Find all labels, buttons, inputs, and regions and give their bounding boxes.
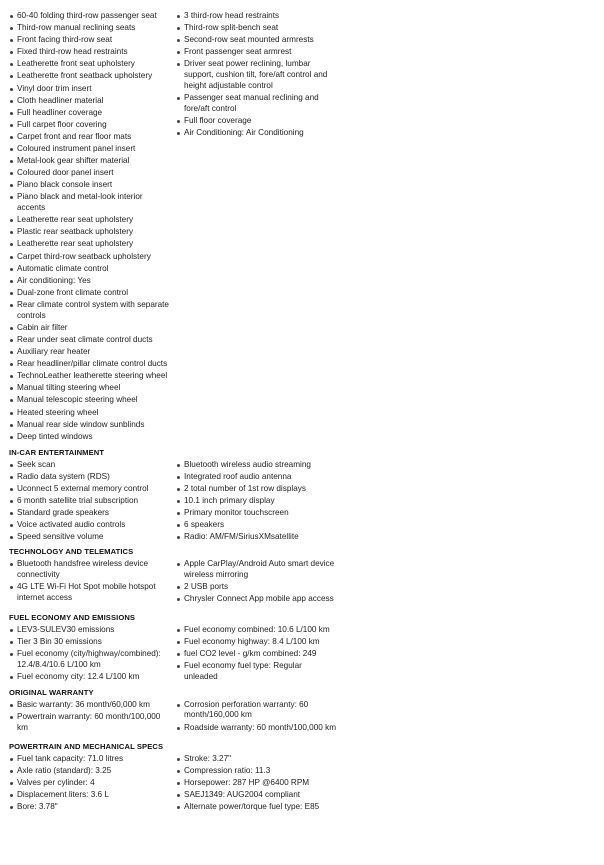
list-item: Primary monitor touchscreen bbox=[176, 508, 336, 519]
list-item: Bluetooth handsfree wireless device connectivity bbox=[9, 559, 172, 581]
list-item: Carpet third-row seatback upholstery bbox=[9, 252, 172, 263]
list-item: Carpet front and rear floor mats bbox=[9, 132, 172, 143]
list-item: Air Conditioning: Air Conditioning bbox=[176, 128, 336, 139]
list-item: Radio: AM/FM/SiriusXMsatellite bbox=[176, 532, 336, 543]
powertrain-right-list bbox=[176, 754, 336, 814]
list-item: Metal-look gear shifter material bbox=[9, 156, 172, 167]
list-item: Voice activated audio controls bbox=[9, 520, 172, 531]
list-item: Leatherette rear seat upholstery bbox=[9, 215, 172, 226]
list-item: LEV3-SULEV30 emissions bbox=[9, 625, 172, 636]
list-item: Basic warranty: 36 month/60,000 km bbox=[9, 700, 172, 711]
list-item: Manual telescopic steering wheel bbox=[9, 395, 172, 406]
section-heading-entertainment: IN-CAR ENTERTAINMENT bbox=[9, 447, 105, 457]
list-item: Coloured door panel insert bbox=[9, 168, 172, 179]
list-item: Valves per cylinder: 4 bbox=[9, 778, 172, 789]
list-item: Manual tilting steering wheel bbox=[9, 383, 172, 394]
section-heading-fuel: FUEL ECONOMY AND EMISSIONS bbox=[9, 612, 136, 622]
list-item: fuel CO2 level - g/km combined: 249 bbox=[176, 649, 336, 660]
list-item: Passenger seat manual reclining and fore/aft control bbox=[176, 93, 336, 115]
list-item: Rear under seat climate control ducts bbox=[9, 335, 172, 346]
list-item: Dual-zone front climate control bbox=[9, 288, 172, 299]
list-item: Horsepower: 287 HP @6400 RPM bbox=[176, 778, 336, 789]
list-item: Compression ratio: 11.3 bbox=[176, 766, 336, 777]
list-item: Rear headliner/pillar climate control ducts bbox=[9, 359, 172, 370]
list-item: Leatherette front seatback upholstery bbox=[9, 71, 172, 82]
list-item: Third-row manual reclining seats bbox=[9, 23, 172, 34]
list-item: Leatherette rear seat upholstery bbox=[9, 239, 172, 250]
list-item: 6 month satellite trial subscription bbox=[9, 496, 172, 507]
telematics-left-list bbox=[9, 559, 172, 606]
list-item: 6 speakers bbox=[176, 520, 336, 531]
list-item: Standard grade speakers bbox=[9, 508, 172, 519]
list-item: Piano black and metal-look interior accents bbox=[9, 192, 172, 214]
list-item: 10.1 inch primary display bbox=[176, 496, 336, 507]
list-item: Speed sensitive volume bbox=[9, 532, 172, 543]
list-item: Seek scan bbox=[9, 460, 172, 471]
interior-right-list bbox=[176, 11, 336, 444]
list-item: Stroke: 3.27" bbox=[176, 754, 336, 765]
list-item: Air conditioning: Yes bbox=[9, 276, 172, 287]
entertainment-section bbox=[9, 460, 339, 545]
list-item: Chrysler Connect App mobile app access bbox=[176, 594, 336, 605]
list-item: Third-row split-bench seat bbox=[176, 23, 336, 34]
list-item: Fuel economy combined: 10.6 L/100 km bbox=[176, 625, 336, 636]
list-item: Full floor coverage bbox=[176, 116, 336, 127]
list-item: Fuel economy city: 12.4 L/100 km bbox=[9, 672, 172, 683]
list-item: Bluetooth wireless audio streaming bbox=[176, 460, 336, 471]
list-item: Automatic climate control bbox=[9, 264, 172, 275]
list-item: Bore: 3.78" bbox=[9, 802, 172, 813]
list-item: Second-row seat mounted armrests bbox=[176, 35, 336, 46]
list-item: Driver seat power reclining, lumbar support, cushion tilt, fore/aft control and height adjustable control bbox=[176, 59, 336, 91]
list-item: Vinyl door trim insert bbox=[9, 84, 172, 95]
list-item: Plastic rear seatback upholstery bbox=[9, 227, 172, 238]
powertrain-left-list bbox=[9, 754, 172, 814]
fuel-section bbox=[9, 625, 339, 684]
list-item: Auxiliary rear heater bbox=[9, 347, 172, 358]
section-heading-powertrain: POWERTRAIN AND MECHANICAL SPECS bbox=[9, 741, 164, 751]
list-item: 2 total number of 1st row displays bbox=[176, 484, 336, 495]
list-item: Tier 3 Bin 30 emissions bbox=[9, 637, 172, 648]
list-item: Heated steering wheel bbox=[9, 408, 172, 419]
list-item: Cloth headliner material bbox=[9, 96, 172, 107]
list-item: Piano black console insert bbox=[9, 180, 172, 191]
warranty-left-list bbox=[9, 700, 172, 735]
interior-left-list bbox=[9, 11, 172, 444]
list-item: Manual rear side window sunblinds bbox=[9, 420, 172, 431]
telematics-right-list bbox=[176, 559, 336, 606]
list-item: Displacement liters: 3.6 L bbox=[9, 790, 172, 801]
list-item: Fixed third-row head restraints bbox=[9, 47, 172, 58]
list-item: 4G LTE Wi-Fi Hot Spot mobile hotspot internet access bbox=[9, 582, 172, 604]
interior-section bbox=[9, 0, 339, 444]
list-item: SAEJ1349: AUG2004 compliant bbox=[176, 790, 336, 801]
list-item: Apple CarPlay/Android Auto smart device wireless mirroring bbox=[176, 559, 336, 581]
section-heading-warranty: ORIGINAL WARRANTY bbox=[9, 687, 94, 697]
list-item: Fuel tank capacity: 71.0 litres bbox=[9, 754, 172, 765]
list-item: Integrated roof audio antenna bbox=[176, 472, 336, 483]
fuel-right-list bbox=[176, 625, 336, 684]
warranty-right-list bbox=[176, 700, 336, 735]
telematics-section bbox=[9, 559, 339, 606]
list-item: Deep tinted windows bbox=[9, 432, 172, 443]
list-item: Axle ratio (standard): 3.25 bbox=[9, 766, 172, 777]
list-item: Full carpet floor covering bbox=[9, 120, 172, 131]
list-item: Front passenger seat armrest bbox=[176, 47, 336, 58]
powertrain-section bbox=[9, 754, 339, 814]
list-item: Full headliner coverage bbox=[9, 108, 172, 119]
list-item: Coloured instrument panel insert bbox=[9, 144, 172, 155]
list-item: 3 third-row head restraints bbox=[176, 11, 336, 22]
list-item: Leatherette front seat upholstery bbox=[9, 59, 172, 70]
list-item: Fuel economy (city/highway/combined): 12.4/8.4/10.6 L/100 km bbox=[9, 649, 172, 671]
list-item: Cabin air filter bbox=[9, 323, 172, 334]
list-item: Rear climate control system with separate controls bbox=[9, 300, 172, 322]
spec-sheet bbox=[9, 0, 339, 814]
list-item: Corrosion perforation warranty: 60 month/160,000 km bbox=[176, 700, 336, 722]
list-item: TechnoLeather leatherette steering wheel bbox=[9, 371, 172, 382]
list-item: Fuel economy highway: 8.4 L/100 km bbox=[176, 637, 336, 648]
fuel-left-list bbox=[9, 625, 172, 684]
entertainment-right-list bbox=[176, 460, 336, 545]
entertainment-left-list bbox=[9, 460, 172, 545]
list-item: Alternate power/torque fuel type: E85 bbox=[176, 802, 336, 813]
list-item: Fuel economy fuel type: Regular unleaded bbox=[176, 661, 336, 683]
section-heading-telematics: TECHNOLOGY AND TELEMATICS bbox=[9, 547, 134, 557]
list-item: Front facing third-row seat bbox=[9, 35, 172, 46]
list-item: Uconnect 5 external memory control bbox=[9, 484, 172, 495]
list-item: 2 USB ports bbox=[176, 582, 336, 593]
list-item: Radio data system (RDS) bbox=[9, 472, 172, 483]
warranty-section bbox=[9, 700, 339, 735]
list-item: 60-40 folding third-row passenger seat bbox=[9, 11, 172, 22]
list-item: Powertrain warranty: 60 month/100,000 km bbox=[9, 712, 172, 734]
list-item: Roadside warranty: 60 month/100,000 km bbox=[176, 723, 336, 734]
